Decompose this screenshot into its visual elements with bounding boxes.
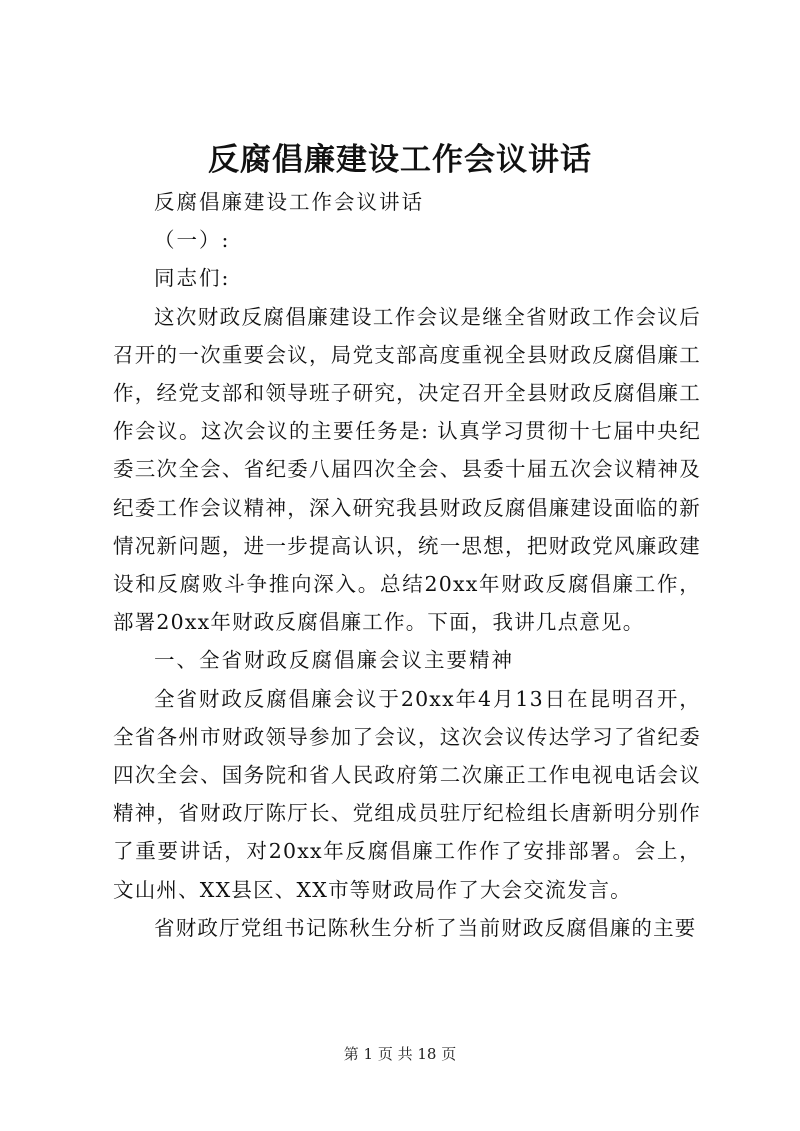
paragraph-subtitle: 反腐倡廉建设工作会议讲话: [154, 190, 424, 214]
paragraph-analysis: 省财政厅党组书记陈秋生分析了当前财政反腐倡廉的主要: [154, 915, 697, 940]
document-title: 反腐倡廉建设工作会议讲话: [208, 142, 592, 178]
page-footer: 第 1 页 共 18 页: [343, 1045, 457, 1063]
paragraph-salutation: 同志们:: [154, 266, 231, 291]
paragraph-section-number: （一）:: [154, 228, 231, 253]
document-body: [113, 183, 701, 947]
paragraph-introduction: 这次财政反腐倡廉建设工作会议是继全省财政工作会议后召开的一次重要会议，局党支部高度重视全县财政反腐倡廉工作，经党支部和领导班子研究，决定召开全县财政反腐倡廉工作会议。这次会议的主要任务是: 认真学习贯彻十七届中央纪委三次全会、省纪委八届四次全会、县委十届五次会议精神及纪委工作会议精神，深入研究我县财政反腐倡廉建设面临的新情况新问题，进一步提高认识，统一思想，把财政党风廉政建设和反腐败斗争推向深入。总结20xx年财政反腐倡廉工作，部署20xx年财政反腐倡廉工作。下面，我讲几点意见。: [113, 304, 701, 635]
paragraph-meeting-summary: 全省财政反腐倡廉会议于20xx年4月13日在昆明召开，全省各州市财政领导参加了会议，这次会议传达学习了省纪委四次全会、国务院和省人民政府第二次廉正工作电视电话会议精神，省财政厅陈厅长、党组成员驻厅纪检组长唐新明分别作了重要讲话，对20xx年反腐倡廉工作作了安排部署。会上，文山州、XX县区、XX市等财政局作了大会交流发言。: [113, 686, 701, 902]
section-heading: 一、全省财政反腐倡廉会议主要精神: [154, 648, 514, 673]
